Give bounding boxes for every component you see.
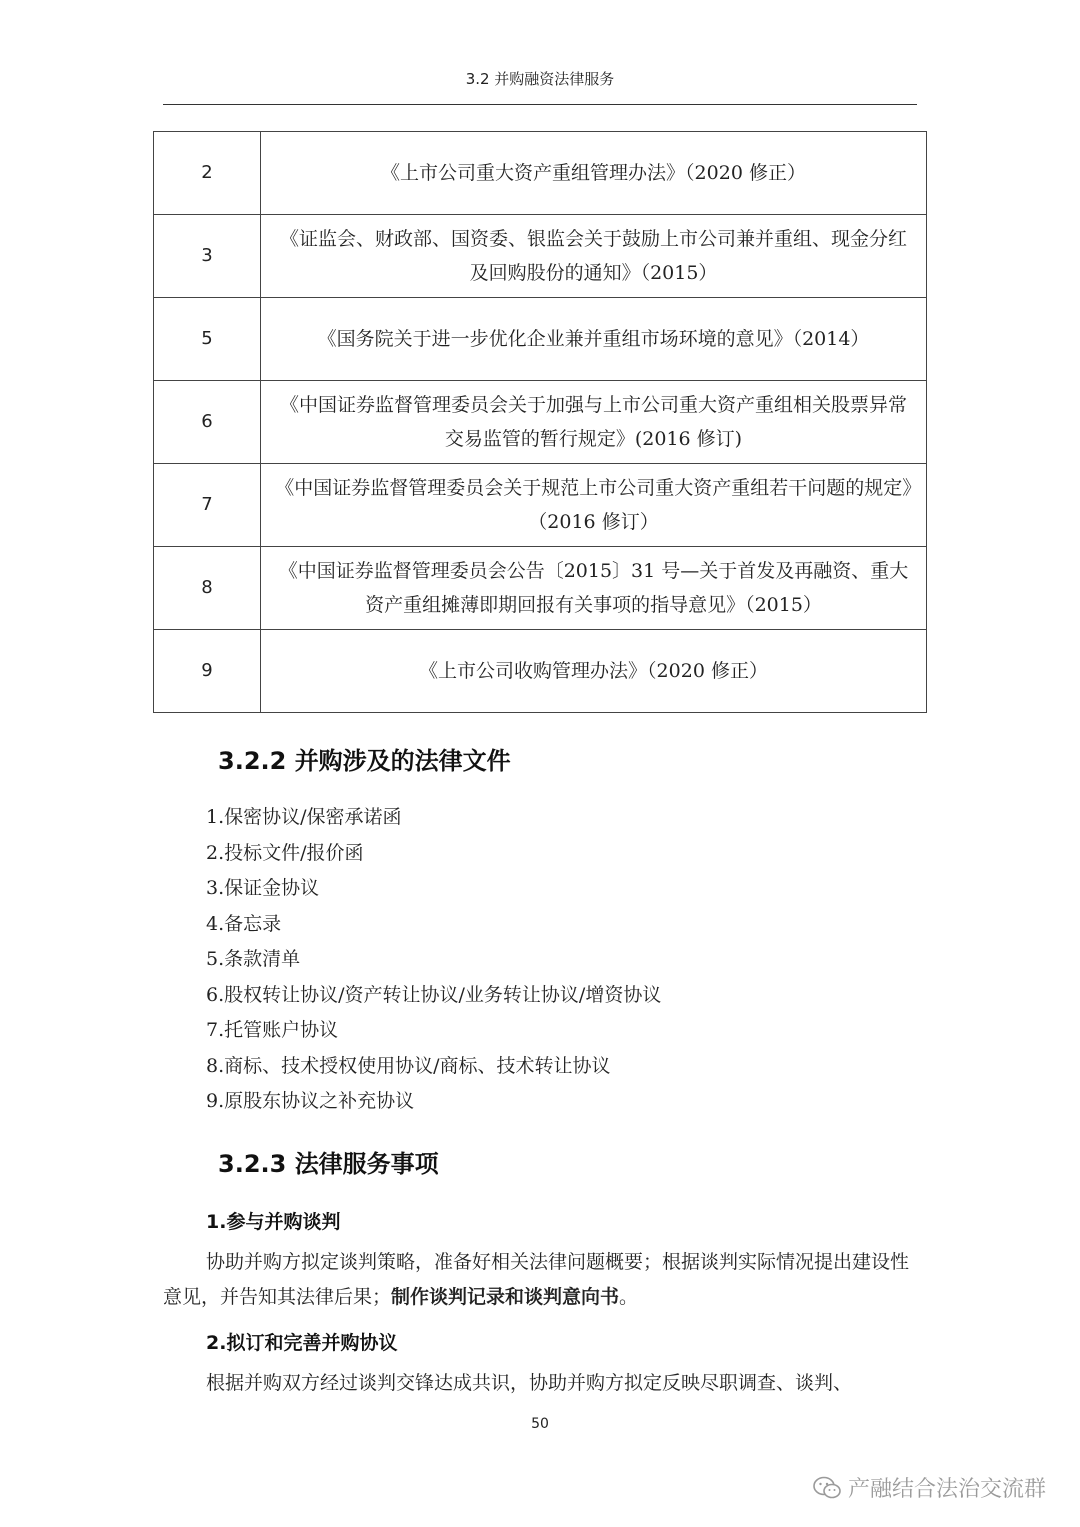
list-item: 9.原股东协议之补充协议 [206, 1090, 415, 1112]
regulation-title: 《中国证券监督管理委员会关于加强与上市公司重大资产重组相关股票异常交易监管的暂行规定》(2016 修订) [261, 381, 927, 464]
regulation-row [154, 132, 927, 215]
paragraph-end: 。 [619, 1286, 639, 1308]
regulation-number: 5 [154, 298, 261, 381]
regulation-row [154, 630, 927, 713]
regulation-number: 2 [154, 132, 261, 215]
paragraph-text: 根据并购双方经过谈判交锋达成共识，协助并购方拟定反映尽职调查、谈判、 [206, 1372, 853, 1394]
regulation-title: 《证监会、财政部、国资委、银监会关于鼓励上市公司兼并重组、现金分红及回购股份的通知》（2015） [261, 215, 927, 298]
regulation-number: 7 [154, 464, 261, 547]
legal-documents-list [206, 800, 661, 1120]
paragraph-text: 协助并购方拟定谈判策略，准备好相关法律问题概要；根据谈判实际情况提出建设性意见，并告知其法律后果； [163, 1251, 910, 1308]
regulation-row [154, 298, 927, 381]
paragraph-negotiation [163, 1245, 921, 1315]
regulation-title: 《中国证券监督管理委员会公告〔2015〕31 号—关于首发及再融资、重大资产重组摊薄即期回报有关事项的指导意见》（2015） [261, 547, 927, 630]
regulation-number: 3 [154, 215, 261, 298]
regulation-row [154, 464, 927, 547]
regulation-title: 《国务院关于进一步优化企业兼并重组市场环境的意见》（2014） [261, 298, 927, 381]
regulation-row [154, 547, 927, 630]
list-item: 3.保证金协议 [206, 877, 320, 899]
header-rule [163, 104, 917, 105]
regulation-row [154, 215, 927, 298]
regulation-number: 6 [154, 381, 261, 464]
paragraph-agreement [163, 1366, 921, 1401]
regulation-number: 8 [154, 547, 261, 630]
subsection-title-negotiation: 1.参与并购谈判 [206, 1211, 341, 1233]
list-item: 7.托管账户协议 [206, 1019, 339, 1041]
subsection-title-agreement: 2.拟订和完善并购协议 [206, 1332, 398, 1354]
list-item: 4.备忘录 [206, 912, 282, 935]
watermark [812, 1472, 1046, 1503]
section-heading-322: 3.2.2 并购涉及的法律文件 [218, 747, 511, 775]
running-header: 3.2 并购融资法律服务 [465, 70, 615, 88]
regulation-row [154, 381, 927, 464]
page-number: 50 [531, 1416, 549, 1432]
regulations-table [153, 131, 927, 713]
paragraph-bold-text: 制作谈判记录和谈判意向书 [391, 1286, 620, 1308]
list-item: 2.投标文件/报价函 [206, 841, 364, 864]
list-item: 5.条款清单 [206, 948, 301, 970]
regulation-title: 《上市公司重大资产重组管理办法》（2020 修正） [261, 132, 927, 215]
regulation-number: 9 [154, 630, 261, 713]
regulation-title: 《上市公司收购管理办法》（2020 修正） [261, 630, 927, 713]
wechat-icon [812, 1475, 842, 1501]
list-item: 6.股权转让协议/资产转让协议/业务转让协议/增资协议 [206, 983, 662, 1006]
list-item: 1.保密协议/保密承诺函 [206, 806, 402, 828]
watermark-text: 产融结合法治交流群 [847, 1477, 1046, 1502]
list-item: 8.商标、技术授权使用协议/商标、技术转让协议 [206, 1054, 611, 1077]
section-heading-323: 3.2.3 法律服务事项 [218, 1150, 439, 1178]
regulation-title: 《中国证券监督管理委员会关于规范上市公司重大资产重组若干问题的规定》（2016 修订） [261, 464, 927, 547]
